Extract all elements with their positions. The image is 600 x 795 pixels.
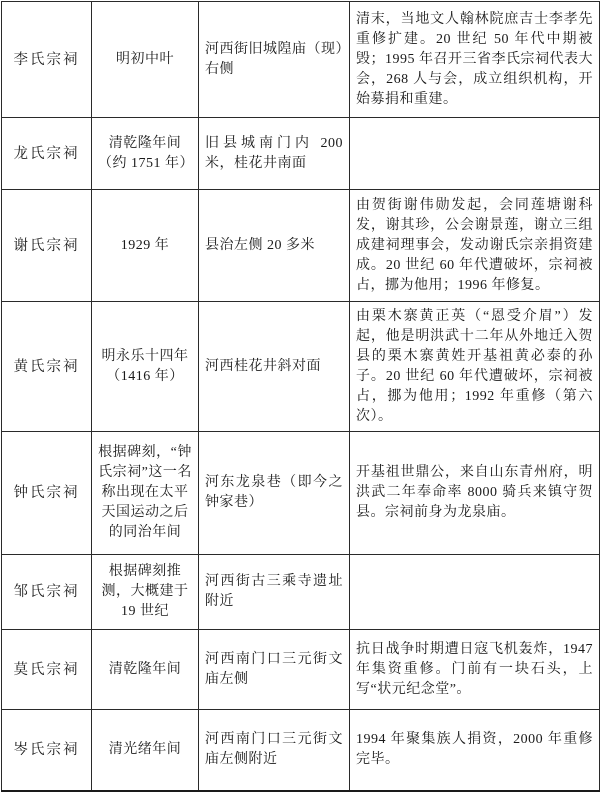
cell-location: 河西桂花井斜对面 [199,302,350,432]
cell-history: 抗日战争时期遭日寇飞机轰炸，1947 年集资重修。门前有一块石头，上写“状元纪念堂”。 [350,630,600,710]
table-row [2,118,600,190]
cell-built-period: 清光绪年间 [92,710,199,791]
cell-hall-name: 谢氏宗祠 [2,190,92,302]
cell-built-period: 根据碑刻，“钟氏宗祠”这一名称出现在太平天国运动之后的同治年间 [92,432,199,555]
cell-hall-name: 黄氏宗祠 [2,302,92,432]
cell-hall-name: 钟氏宗祠 [2,432,92,555]
table-row [2,2,600,118]
table-row [2,432,600,555]
cell-built-period: 明初中叶 [92,2,199,118]
cell-built-period: 清乾隆年间（约 1751 年） [92,118,199,190]
cell-history: 由贺街谢伟勋发起，会同莲塘谢科发，谢其珍，公会谢景莲，谢立三组成建祠理事会，发动谢氏宗亲捐资建成。20 世纪 60 年代遭破坏，宗祠被占，挪为他用；1996 年修复。 [350,190,600,302]
table-body [2,2,600,791]
cell-history: 开基祖世鼎公，来自山东青州府，明洪武二年奉命率 8000 骑兵来镇守贺县。宗祠前身为龙泉庙。 [350,432,600,555]
table-row [2,630,600,710]
cell-history: 清末，当地文人翰林院庶吉士李孝先重修扩建。20 世纪 50 年代中期被毁；1995 年召开三省李氏宗祠代表大会，268 人与会，成立组织机构，开始募捐和重建。 [350,2,600,118]
cell-location: 河西街古三乘寺遗址附近 [199,555,350,630]
cell-location: 旧县城南门内 200 米，桂花井南面 [199,118,350,190]
cell-location: 河西街旧城隍庙（现）右侧 [199,2,350,118]
cell-history-empty [350,118,600,190]
cell-hall-name: 岑氏宗祠 [2,710,92,791]
cell-built-period: 1929 年 [92,190,199,302]
table-row [2,302,600,432]
cell-hall-name: 李氏宗祠 [2,2,92,118]
table-row [2,710,600,791]
document-page [1,1,599,792]
cell-history-empty [350,555,600,630]
cell-location: 河西南门口三元街文庙左侧 [199,630,350,710]
cell-built-period: 清乾隆年间 [92,630,199,710]
cell-history: 由栗木寨黄正英（“恩受介眉”）发起，他是明洪武十二年从外地迁入贺县的栗木寨黄姓开基祖黄必泰的孙子。20 世纪 60 年代遭破坏，宗祠被占，挪为他用；1992 年重修（第六次）。 [350,302,600,432]
table-row [2,190,600,302]
cell-hall-name: 龙氏宗祠 [2,118,92,190]
ancestral-hall-table [1,1,600,792]
cell-history: 1994 年聚集族人捐资，2000 年重修完毕。 [350,710,600,791]
table-row [2,555,600,630]
cell-location: 河西南门口三元街文庙左侧附近 [199,710,350,791]
cell-location: 县治左侧 20 多米 [199,190,350,302]
cell-built-period: 根据碑刻推测，大概建于 19 世纪 [92,555,199,630]
cell-hall-name: 邹氏宗祠 [2,555,92,630]
cell-built-period: 明永乐十四年（1416 年） [92,302,199,432]
cell-hall-name: 莫氏宗祠 [2,630,92,710]
cell-location: 河东龙泉巷（即今之钟家巷） [199,432,350,555]
